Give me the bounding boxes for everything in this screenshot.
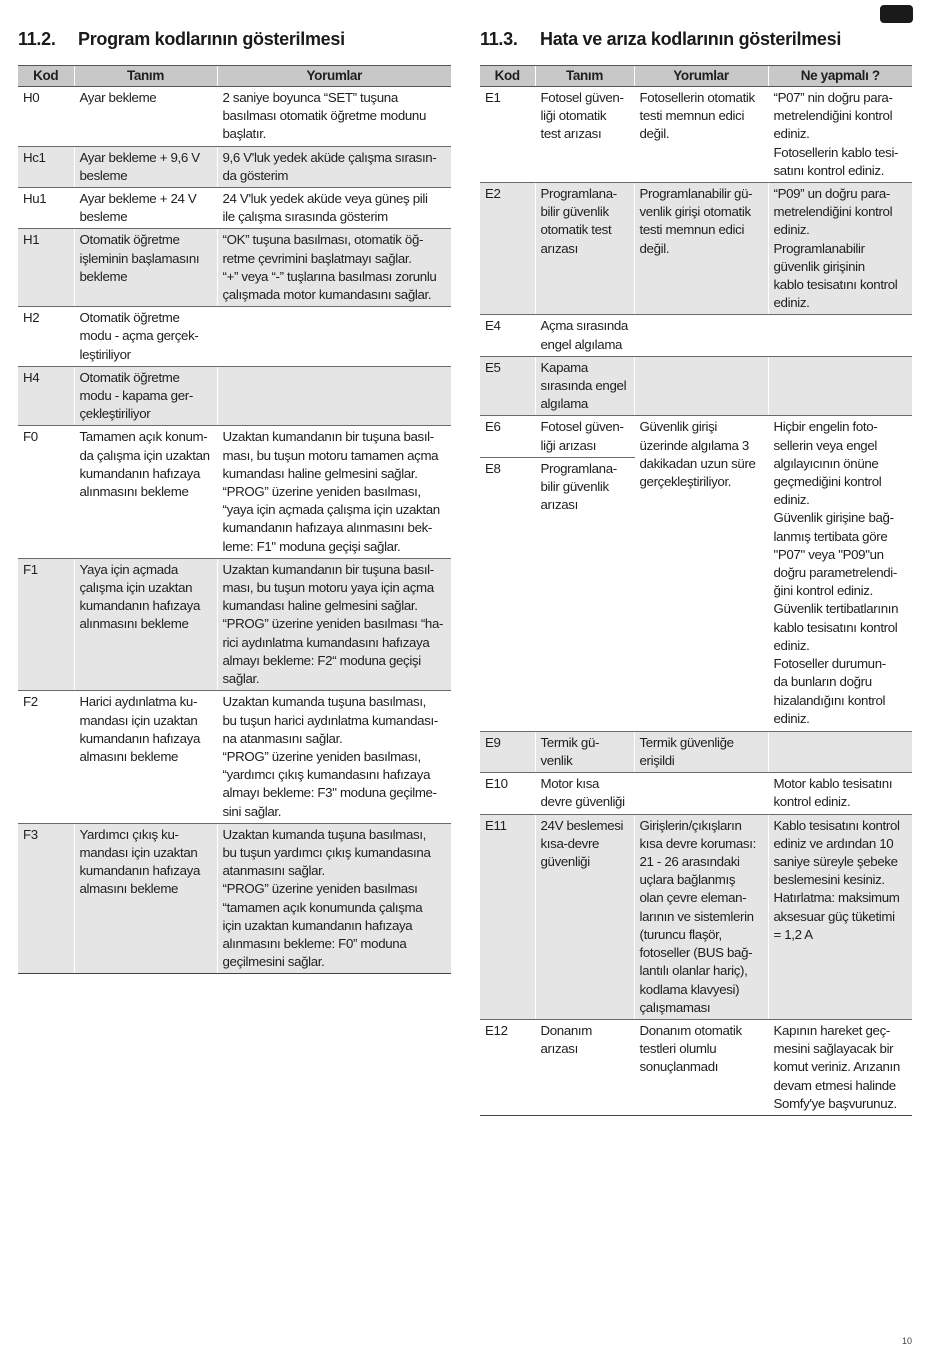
description-cell: Fotosel güven- liği arızası bbox=[535, 416, 634, 457]
code-cell: H1 bbox=[18, 229, 74, 307]
table-row bbox=[18, 188, 451, 229]
code-cell: E5 bbox=[480, 356, 535, 416]
comment-cell: 9,6 V'luk yedek aküde çalışma sırasın- da gösterim bbox=[217, 146, 451, 187]
description-cell: Yaya için açmada çalışma için uzaktan kumandanın hafızaya alınmasını bekleme bbox=[74, 558, 217, 690]
comment-cell: Uzaktan kumandanın bir tuşuna basıl- ması, bu tuşun motoru tamamen açma kumandası haline gelmesini sağlar. “PROG” üzerine yeniden basılması, “yaya için açmada çalışma için uzaktan kumandanın hafızaya alınmasını bek- leme: F1" moduna geçişi sağlar. bbox=[217, 426, 451, 558]
code-cell: F0 bbox=[18, 426, 74, 558]
program-codes-table bbox=[18, 65, 451, 974]
comment-cell: Fotosellerin otomatik testi memnun edici değil. bbox=[634, 87, 768, 183]
description-cell: Ayar bekleme + 24 V besleme bbox=[74, 188, 217, 229]
action-cell: Kapının hareket geç- mesini sağlayacak bir komut veriniz. Arızanın devam etmesi halinde Somfy'ye başvurunuz. bbox=[768, 1019, 912, 1115]
action-cell bbox=[768, 356, 912, 416]
language-badge bbox=[880, 5, 913, 23]
table-row bbox=[480, 773, 912, 814]
description-cell: Fotosel güven- liği otomatik test arızası bbox=[535, 87, 634, 183]
action-cell: Motor kablo tesisatını kontrol ediniz. bbox=[768, 773, 912, 814]
section-title-text: Program kodlarının gösterilmesi bbox=[78, 29, 345, 49]
comment-cell: Donanım otomatik testleri olumlu sonuçlanmadı bbox=[634, 1019, 768, 1115]
header-yorumlar: Yorumlar bbox=[634, 66, 768, 87]
section-title-error-codes bbox=[480, 30, 912, 48]
comment-cell bbox=[217, 366, 451, 426]
code-cell: H2 bbox=[18, 307, 74, 367]
comment-cell: 2 saniye boyunca “SET” tuşuna basılması otomatik öğretme modunu başlatır. bbox=[217, 87, 451, 147]
table-row bbox=[18, 823, 451, 974]
error-codes-table bbox=[480, 65, 912, 1116]
table-row bbox=[18, 307, 451, 367]
table-row bbox=[18, 426, 451, 558]
code-cell: E6 bbox=[480, 416, 535, 457]
table-row bbox=[480, 87, 912, 183]
table-row bbox=[480, 315, 912, 356]
code-cell: E1 bbox=[480, 87, 535, 183]
code-cell: F2 bbox=[18, 691, 74, 823]
comment-cell bbox=[634, 773, 768, 814]
code-cell: H4 bbox=[18, 366, 74, 426]
comment-cell: Programlanabilir gü- venlik girişi otomatik testi memnun edici değil. bbox=[634, 183, 768, 315]
page-number: 10 bbox=[901, 1336, 912, 1346]
header-ne-yapmali: Ne yapmalı ? bbox=[768, 66, 912, 87]
table-header-row bbox=[480, 66, 912, 87]
header-yorumlar: Yorumlar bbox=[217, 66, 451, 87]
description-cell: Ayar bekleme bbox=[74, 87, 217, 147]
code-cell: Hu1 bbox=[18, 188, 74, 229]
code-cell: F3 bbox=[18, 823, 74, 974]
description-cell: Motor kısa devre güvenliği bbox=[535, 773, 634, 814]
table-row bbox=[480, 183, 912, 315]
comment-cell bbox=[634, 315, 768, 356]
description-cell: Programlana- bilir güvenlik otomatik test arızası bbox=[535, 183, 634, 315]
action-cell bbox=[768, 315, 912, 356]
section-title-program-codes bbox=[18, 30, 451, 48]
description-cell: Otomatik öğretme modu - açma gerçek- leştiriliyor bbox=[74, 307, 217, 367]
comment-cell: Girişlerin/çıkışların kısa devre koruması: 21 - 26 arasındaki uçlara bağlanmış olan çevre eleman- larının ve sistemlerin (turuncu flaşör, fotoseller (BUS bağ- lantılı olanlar hariç), kodlama klavyesi) çalışmaması bbox=[634, 814, 768, 1019]
action-cell bbox=[768, 731, 912, 772]
code-cell: E8 bbox=[480, 457, 535, 731]
comment-cell: Termik güvenliğe erişildi bbox=[634, 731, 768, 772]
error-codes-section bbox=[480, 30, 912, 1116]
description-cell: Tamamen açık konum- da çalışma için uzaktan kumandanın hafızaya alınmasını bekleme bbox=[74, 426, 217, 558]
comment-cell: Güvenlik girişi üzerinde algılama 3 dakikadan uzun süre gerçekleştiriliyor. bbox=[634, 416, 768, 731]
description-cell: Otomatik öğretme işleminin başlamasını bekleme bbox=[74, 229, 217, 307]
code-cell: E11 bbox=[480, 814, 535, 1019]
comment-cell: Uzaktan kumandanın bir tuşuna basıl- ması, bu tuşun motoru yaya için açma kumandası haline gelmesini sağlar. “PROG” üzerine yeniden basılması “ha- rici aydınlatma kumandasını hafızaya almayı bekleme: F2“ moduna geçişi sağlar. bbox=[217, 558, 451, 690]
code-cell: E10 bbox=[480, 773, 535, 814]
code-cell: E12 bbox=[480, 1019, 535, 1115]
comment-cell: Uzaktan kumanda tuşuna basılması, bu tuşun harici aydınlatma kumandası- na atanmasını sağlar. “PROG” üzerine yeniden basılması, “yardımcı çıkış kumandasını hafızaya almayı bekleme: F3" moduna geçilme- sini sağlar. bbox=[217, 691, 451, 823]
description-cell: Yardımcı çıkış ku- mandası için uzaktan kumandanın hafızaya almasını bekleme bbox=[74, 823, 217, 974]
header-tanim: Tanım bbox=[74, 66, 217, 87]
table-row bbox=[18, 87, 451, 147]
description-cell: Otomatik öğretme modu - kapama ger- çekleştiriliyor bbox=[74, 366, 217, 426]
description-cell: Ayar bekleme + 9,6 V besleme bbox=[74, 146, 217, 187]
header-tanim: Tanım bbox=[535, 66, 634, 87]
table-header-row bbox=[18, 66, 451, 87]
code-cell: Hc1 bbox=[18, 146, 74, 187]
header-kod: Kod bbox=[480, 66, 535, 87]
description-cell: 24V beslemesi kısa-devre güvenliği bbox=[535, 814, 634, 1019]
table-row bbox=[18, 691, 451, 823]
table-row bbox=[480, 814, 912, 1019]
comment-cell bbox=[634, 356, 768, 416]
section-number: 11.2. bbox=[18, 29, 56, 49]
code-cell: E9 bbox=[480, 731, 535, 772]
code-cell: E2 bbox=[480, 183, 535, 315]
table-row bbox=[18, 366, 451, 426]
action-cell: “P07” nin doğru para- metrelendiğini kontrol ediniz. Fotosellerin kablo tesi- satını kontrol ediniz. bbox=[768, 87, 912, 183]
description-cell: Programlana- bilir güvenlik arızası bbox=[535, 457, 634, 731]
code-cell: H0 bbox=[18, 87, 74, 147]
action-cell: Kablo tesisatını kontrol ediniz ve ardından 10 saniye süreyle şebeke beslemesini kesiniz. Hatırlatma: maksimum aksesuar güç tüketimi = 1,2 A bbox=[768, 814, 912, 1019]
section-title-text: Hata ve arıza kodlarının gösterilmesi bbox=[540, 29, 842, 49]
table-row bbox=[480, 356, 912, 416]
action-cell: Hiçbir engelin foto- sellerin veya engel algılayıcının önüne geçmediğini kontrol ediniz. Güvenlik girişine bağ- lanmış tertibata göre "P07" veya "P09"un doğru parametrelendi- ğini kontrol ediniz. Güvenlik tertibatlarının kablo tesisatını kontrol ediniz. Fotoseller durumun- da bunların doğru hizalandığını kontrol ediniz. bbox=[768, 416, 912, 731]
comment-cell: “OK” tuşuna basılması, otomatik öğ- retme çevrimini başlatmayı sağlar. “+” veya “-” tuşlarına basılması zorunlu çalışmada motor kumandasını sağlar. bbox=[217, 229, 451, 307]
header-kod: Kod bbox=[18, 66, 74, 87]
table-row bbox=[18, 146, 451, 187]
description-cell: Termik gü- venlik bbox=[535, 731, 634, 772]
code-cell: F1 bbox=[18, 558, 74, 690]
comment-cell bbox=[217, 307, 451, 367]
table-row bbox=[480, 416, 912, 457]
description-cell: Açma sırasında engel algılama bbox=[535, 315, 634, 356]
description-cell: Harici aydınlatma ku- mandası için uzaktan kumandanın hafızaya almasını bekleme bbox=[74, 691, 217, 823]
description-cell: Donanım arızası bbox=[535, 1019, 634, 1115]
comment-cell: 24 V'luk yedek aküde veya güneş pili ile çalışma sırasında gösterim bbox=[217, 188, 451, 229]
code-cell: E4 bbox=[480, 315, 535, 356]
description-cell: Kapama sırasında engel algılama bbox=[535, 356, 634, 416]
table-row bbox=[18, 229, 451, 307]
table-row bbox=[480, 731, 912, 772]
section-number: 11.3. bbox=[480, 29, 518, 49]
program-codes-section bbox=[18, 30, 451, 974]
action-cell: “P09” un doğru para- metrelendiğini kontrol ediniz. Programlanabilir güvenlik girişinin kablo tesisatını kontrol ediniz. bbox=[768, 183, 912, 315]
table-row bbox=[18, 558, 451, 690]
comment-cell: Uzaktan kumanda tuşuna basılması, bu tuşun yardımcı çıkış kumandasına atanmasını sağlar. “PROG” üzerine yeniden basılması “tamamen açık konumunda çalışma için uzaktan kumandanın hafızaya alınmasını bekleme: F0” moduna geçilmesini sağlar. bbox=[217, 823, 451, 974]
table-row bbox=[480, 1019, 912, 1115]
